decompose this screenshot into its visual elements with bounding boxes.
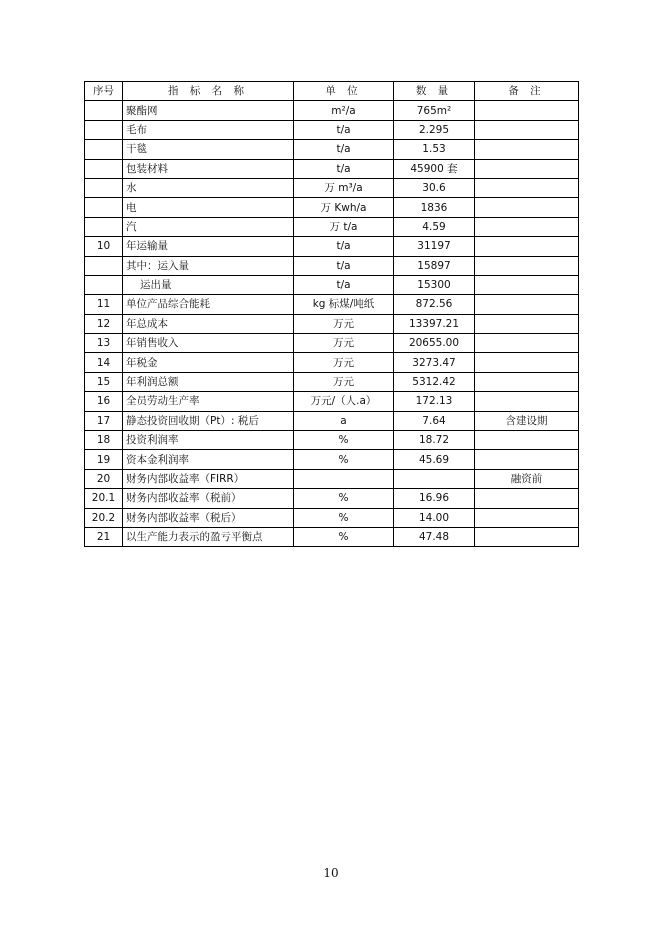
cell-value: 15897: [394, 256, 475, 275]
cell-seq: [85, 256, 123, 275]
cell-note: [475, 101, 579, 120]
cell-unit: m²/a: [294, 101, 394, 120]
cell-unit: 万元: [294, 353, 394, 372]
cell-seq: 13: [85, 334, 123, 353]
cell-unit: %: [294, 431, 394, 450]
cell-seq: [85, 178, 123, 197]
cell-unit: t/a: [294, 159, 394, 178]
cell-note: 含建设期: [475, 411, 579, 430]
table-row: [85, 256, 579, 275]
cell-seq: 12: [85, 314, 123, 333]
cell-name: 资本金利润率: [123, 450, 294, 469]
cell-note: [475, 217, 579, 236]
cell-unit: 万 t/a: [294, 217, 394, 236]
cell-name: 单位产品综合能耗: [123, 295, 294, 314]
table-row: [85, 508, 579, 527]
cell-unit: [294, 469, 394, 488]
cell-name: 其中：运入量: [123, 256, 294, 275]
table-row: [85, 275, 579, 294]
cell-seq: 11: [85, 295, 123, 314]
cell-seq: 20: [85, 469, 123, 488]
cell-seq: 21: [85, 527, 123, 546]
cell-unit: 万元: [294, 372, 394, 391]
cell-unit: %: [294, 527, 394, 546]
cell-note: 融资前: [475, 469, 579, 488]
cell-unit: 万元/（人.a）: [294, 392, 394, 411]
cell-name: 水: [123, 178, 294, 197]
table-row: [85, 353, 579, 372]
table-row: [85, 450, 579, 469]
cell-value: 15300: [394, 275, 475, 294]
cell-value: 13397.21: [394, 314, 475, 333]
cell-name: 财务内部收益率（FIRR）: [123, 469, 294, 488]
cell-unit: %: [294, 508, 394, 527]
table-row: [85, 217, 579, 236]
cell-note: [475, 178, 579, 197]
cell-note: [475, 489, 579, 508]
cell-note: [475, 256, 579, 275]
cell-unit: 万 Kwh/a: [294, 198, 394, 217]
table-row: [85, 159, 579, 178]
cell-unit: 万元: [294, 334, 394, 353]
table-row: [85, 392, 579, 411]
cell-name: 电: [123, 198, 294, 217]
header-name: 指 标 名 称: [123, 82, 294, 101]
table-row: [85, 431, 579, 450]
table-row: [85, 372, 579, 391]
table-row: [85, 101, 579, 120]
cell-seq: [85, 101, 123, 120]
cell-unit: t/a: [294, 237, 394, 256]
cell-name: 全员劳动生产率: [123, 392, 294, 411]
table-row: [85, 295, 579, 314]
cell-unit: t/a: [294, 120, 394, 139]
cell-seq: [85, 159, 123, 178]
cell-unit: %: [294, 489, 394, 508]
cell-name: 静态投资回收期（Pt）: 税后: [123, 411, 294, 430]
cell-name: 干毯: [123, 140, 294, 159]
cell-seq: [85, 120, 123, 139]
cell-value: 14.00: [394, 508, 475, 527]
table-row: [85, 237, 579, 256]
cell-seq: 17: [85, 411, 123, 430]
cell-value: 172.13: [394, 392, 475, 411]
cell-value: 2.295: [394, 120, 475, 139]
cell-note: [475, 431, 579, 450]
cell-name: 投资利润率: [123, 431, 294, 450]
cell-value: [394, 469, 475, 488]
cell-name: 汽: [123, 217, 294, 236]
cell-note: [475, 198, 579, 217]
cell-value: 1.53: [394, 140, 475, 159]
cell-unit: t/a: [294, 256, 394, 275]
cell-seq: 20.2: [85, 508, 123, 527]
cell-value: 20655.00: [394, 334, 475, 353]
cell-note: [475, 353, 579, 372]
cell-value: 765m²: [394, 101, 475, 120]
cell-seq: [85, 140, 123, 159]
cell-note: [475, 140, 579, 159]
header-unit: 单 位: [294, 82, 394, 101]
cell-unit: 万 m³/a: [294, 178, 394, 197]
cell-note: [475, 295, 579, 314]
cell-seq: [85, 217, 123, 236]
cell-name: 年总成本: [123, 314, 294, 333]
cell-unit: a: [294, 411, 394, 430]
cell-unit: %: [294, 450, 394, 469]
cell-value: 30.6: [394, 178, 475, 197]
header-seq: 序号: [85, 82, 123, 101]
cell-value: 16.96: [394, 489, 475, 508]
cell-seq: 18: [85, 431, 123, 450]
cell-note: [475, 334, 579, 353]
cell-unit: t/a: [294, 140, 394, 159]
cell-seq: 14: [85, 353, 123, 372]
cell-note: [475, 372, 579, 391]
cell-note: [475, 508, 579, 527]
table-row: [85, 198, 579, 217]
cell-name: 毛布: [123, 120, 294, 139]
cell-seq: 20.1: [85, 489, 123, 508]
cell-note: [475, 392, 579, 411]
table-body: [85, 101, 579, 547]
cell-value: 4.59: [394, 217, 475, 236]
cell-note: [475, 237, 579, 256]
cell-note: [475, 527, 579, 546]
cell-name: 以生产能力表示的盈亏平衡点: [123, 527, 294, 546]
cell-value: 18.72: [394, 431, 475, 450]
cell-unit: kg 标煤/吨纸: [294, 295, 394, 314]
table-row: [85, 527, 579, 546]
indicator-table: [84, 81, 579, 547]
cell-note: [475, 314, 579, 333]
cell-value: 45.69: [394, 450, 475, 469]
cell-name: 年销售收入: [123, 334, 294, 353]
table-row: [85, 489, 579, 508]
cell-name: 财务内部收益率（税后）: [123, 508, 294, 527]
cell-value: 1836: [394, 198, 475, 217]
cell-note: [475, 159, 579, 178]
cell-note: [475, 120, 579, 139]
table-row: [85, 120, 579, 139]
cell-value: 5312.42: [394, 372, 475, 391]
table-row: [85, 314, 579, 333]
table-row: [85, 178, 579, 197]
cell-value: 45900 套: [394, 159, 475, 178]
cell-name: 年运输量: [123, 237, 294, 256]
cell-name: 运出量: [123, 275, 294, 294]
header-note: 备 注: [475, 82, 579, 101]
cell-unit: t/a: [294, 275, 394, 294]
table-row: [85, 140, 579, 159]
cell-seq: 10: [85, 237, 123, 256]
cell-name: 财务内部收益率（税前）: [123, 489, 294, 508]
table-row: [85, 411, 579, 430]
cell-note: [475, 450, 579, 469]
cell-name: 包装材料: [123, 159, 294, 178]
cell-name: 年税金: [123, 353, 294, 372]
cell-seq: [85, 275, 123, 294]
cell-value: 7.64: [394, 411, 475, 430]
cell-seq: 15: [85, 372, 123, 391]
cell-seq: 16: [85, 392, 123, 411]
table-header-row: [85, 82, 579, 101]
page-number: 10: [323, 866, 339, 880]
cell-note: [475, 275, 579, 294]
cell-value: 47.48: [394, 527, 475, 546]
table-row: [85, 334, 579, 353]
cell-name: 聚酯网: [123, 101, 294, 120]
cell-value: 3273.47: [394, 353, 475, 372]
table-row: [85, 469, 579, 488]
cell-name: 年利润总额: [123, 372, 294, 391]
header-value: 数 量: [394, 82, 475, 101]
cell-value: 31197: [394, 237, 475, 256]
cell-unit: 万元: [294, 314, 394, 333]
cell-seq: [85, 198, 123, 217]
cell-seq: 19: [85, 450, 123, 469]
cell-value: 872.56: [394, 295, 475, 314]
